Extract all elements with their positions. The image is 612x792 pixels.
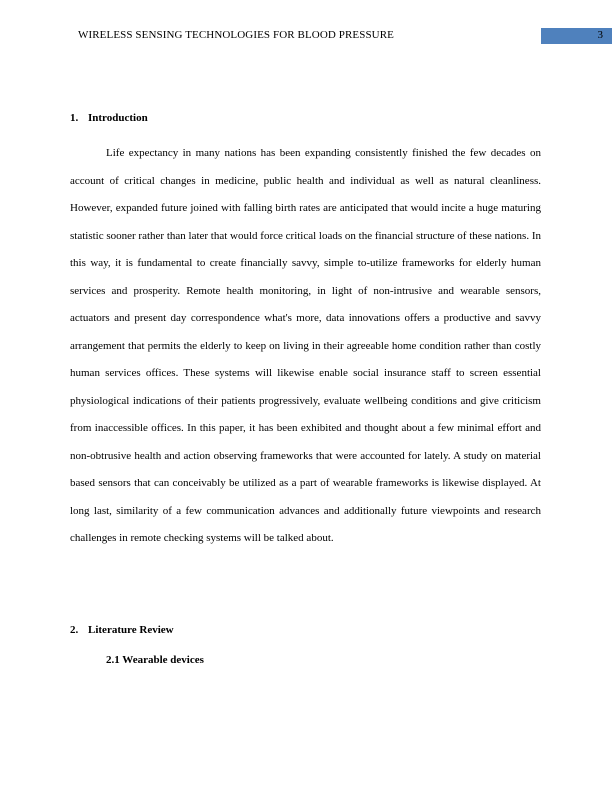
- section-number: 2.: [70, 624, 79, 636]
- introduction-paragraph: Life expectancy in many nations has been expanding consistently finished the few decades on account of critical changes in medicine, public health and individual as well as natural cleanliness. However, expanded future joined with falling birth rates are anticipated that would incite a huge maturing statistic sooner rather than later that would force critical loads on the financial structure of these nations. In this way, it is fundamental to create financially savvy, simple to-utilize frameworks for elderly human services and prosperity. Remote health monitoring, in light of non-intrusive and wearable sensors, actuators and present day correspondence what's more, data innovations offers a productive and savvy arrangement that permits the elderly to keep on living in their agreeable home condition rather than costly human services offices. These systems will likewise enable social insurance staff to screen essential physiological indications of their patients progressively, evaluate wellbeing conditions and give criticism from inaccessible offices. In this paper, it has been exhibited and thought about a few minimal effort and non-obtrusive health and action observing frameworks that were accounted for lately. A study on material based sensors that can conceivably be utilized as a part of wearable frameworks is likewise displayed. At long last, similarity of a few communication advances and additionally future viewpoints and research challenges in remote checking systems will be talked about.: [70, 147, 542, 544]
- page-number-box: [541, 28, 612, 44]
- section-number: 1.: [70, 112, 79, 124]
- section-heading-literature-review: [70, 624, 174, 636]
- page-number: 3: [597, 29, 603, 41]
- section-heading-introduction: [70, 112, 148, 124]
- running-header-title: WIRELESS SENSING TECHNOLOGIES FOR BLOOD PRESSURE: [78, 29, 394, 41]
- subsection-heading-wearable-devices: 2.1 Wearable devices: [106, 654, 204, 666]
- section-title: Introduction: [88, 112, 148, 124]
- section-title: Literature Review: [88, 624, 174, 636]
